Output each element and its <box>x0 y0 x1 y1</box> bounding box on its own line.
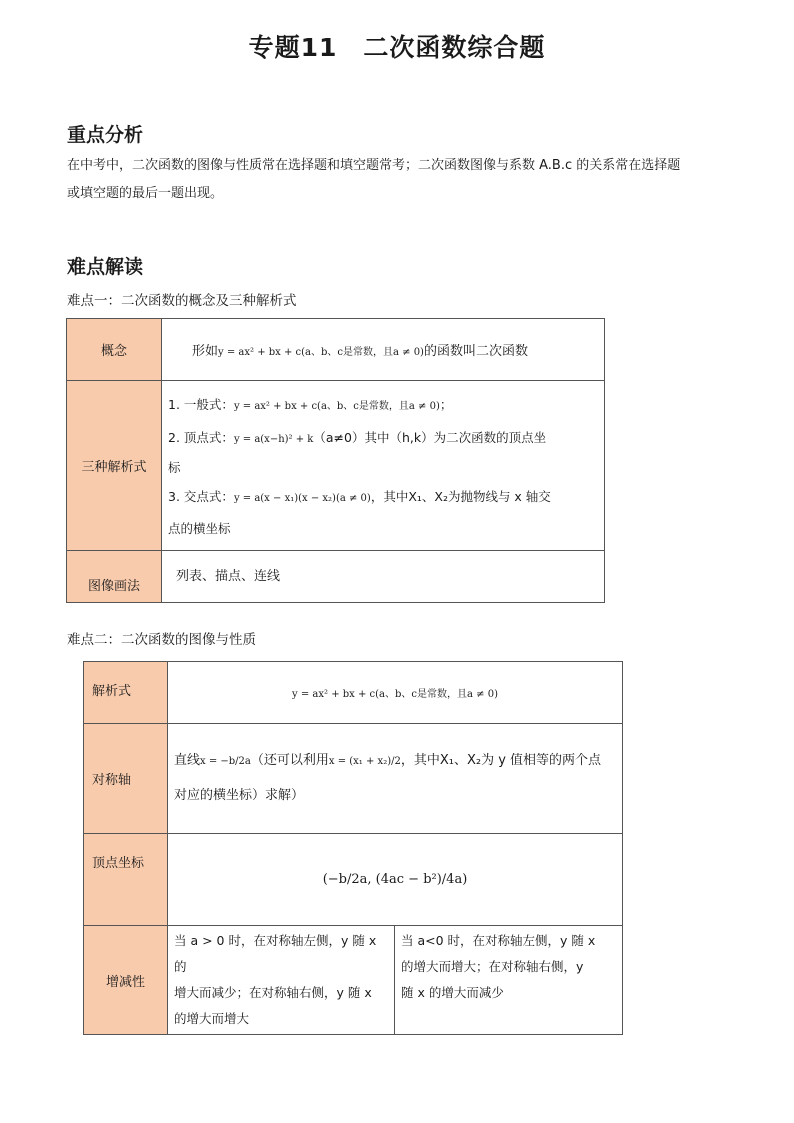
intercept-form <box>168 482 598 544</box>
negative-a-line-3: 随 x 的增大而减少 <box>401 985 504 1000</box>
vertex-form-formula: y = a(x−h)² + k <box>233 433 314 445</box>
general-form-label: 一般式： <box>183 396 234 412</box>
three-forms-label: 三种解析式 <box>67 381 162 551</box>
intercept-form-tail: 点的横坐标 <box>168 520 231 536</box>
negative-a-line-2: 的增大而增大；在对称轴右侧，y <box>401 959 584 974</box>
positive-a-line-1: 当 a > 0 时，在对称轴左侧，y 随 x 的 <box>174 933 377 974</box>
vertex-form <box>168 424 598 482</box>
expression-label: 解析式 <box>84 662 168 724</box>
general-form-formula: y = ax² + bx + c(a、b、c是常数，且a ≠ 0) <box>233 400 440 412</box>
intercept-form-label: 交点式： <box>183 488 234 504</box>
vertex-coordinates-label: 顶点坐标 <box>84 834 168 926</box>
concept-definition <box>162 319 605 381</box>
vertex-coordinates-formula: (−b/2a, (4ac − b²)/4a) <box>322 872 468 887</box>
axis-suffix: ，其中X₁、X₂为 y 值相等的两个点 <box>400 753 602 768</box>
section-heading-difficulties: 难点解读 <box>67 256 144 278</box>
graphing-method-label: 图像画法 <box>67 551 162 603</box>
axis-formula-alt: x = (x₁ + x₂)/2 <box>328 756 401 767</box>
axis-content <box>168 724 623 834</box>
intercept-form-suffix: ，其中X₁、X₂为抛物线与 x 轴交 <box>370 488 551 504</box>
negative-a-line-1: 当 a<0 时，在对称轴左侧，y 随 x <box>401 933 596 948</box>
positive-a-line-2: 增大而减少；在对称轴右侧，y 随 x <box>174 985 372 1000</box>
axis-prefix: 直线 <box>174 753 201 768</box>
monotonicity-positive-a <box>168 926 395 1035</box>
properties-table <box>83 661 623 1035</box>
positive-a-line-3: 的增大而增大 <box>174 1011 250 1026</box>
analysis-paragraph <box>67 152 732 208</box>
concept-prefix: 形如 <box>192 344 219 359</box>
vertex-form-label: 顶点式： <box>183 429 234 445</box>
graphing-method-value: 列表、描点、连线 <box>162 551 605 603</box>
general-form-number: 1. <box>168 396 180 412</box>
vertex-form-number: 2. <box>168 429 180 445</box>
axis-formula: x = −b/2a <box>200 756 251 767</box>
concept-label: 概念 <box>67 319 162 381</box>
vertex-form-condition: （a≠0）其中（h,k）为二次函数的顶点坐 <box>313 429 547 445</box>
analysis-paragraph-line-1: 在中考中，二次函数的图像与性质常在选择题和填空题常考；二次函数图像与系数 A.B.c 的关系常在选择题 <box>67 158 681 173</box>
concept-table <box>66 318 605 603</box>
analysis-paragraph-line-2: 或填空题的最后一题出现。 <box>67 186 224 201</box>
intercept-form-number: 3. <box>168 488 180 504</box>
concept-formula: y = ax² + bx + c(a、b、c是常数，且a ≠ 0) <box>218 347 424 358</box>
axis-tail: 对应的横坐标）求解） <box>174 788 305 803</box>
concept-suffix: 的函数叫二次函数 <box>423 344 528 359</box>
difficulty-two-heading: 难点二：二次函数的图像与性质 <box>67 632 256 648</box>
three-forms-content <box>162 381 605 551</box>
monotonicity-label: 增减性 <box>84 926 168 1035</box>
axis-label: 对称轴 <box>84 724 168 834</box>
general-form <box>168 388 598 424</box>
vertex-form-tail: 标 <box>168 459 181 475</box>
intercept-form-formula: y = a(x − x₁)(x − x₂)(a ≠ 0) <box>233 492 371 504</box>
page-title: 专题11 二次函数综合题 <box>248 33 546 62</box>
vertex-coordinates-value <box>168 834 623 926</box>
difficulty-one-heading: 难点一：二次函数的概念及三种解析式 <box>67 293 297 309</box>
monotonicity-negative-a <box>395 926 623 1035</box>
section-heading-key-analysis: 重点分析 <box>67 124 144 146</box>
expression-formula <box>168 662 623 724</box>
expression-formula-text: y = ax² + bx + c(a、b、c是常数，且a ≠ 0) <box>292 688 498 700</box>
general-form-suffix: ； <box>439 396 453 412</box>
axis-mid: （还可以利用 <box>250 753 329 768</box>
